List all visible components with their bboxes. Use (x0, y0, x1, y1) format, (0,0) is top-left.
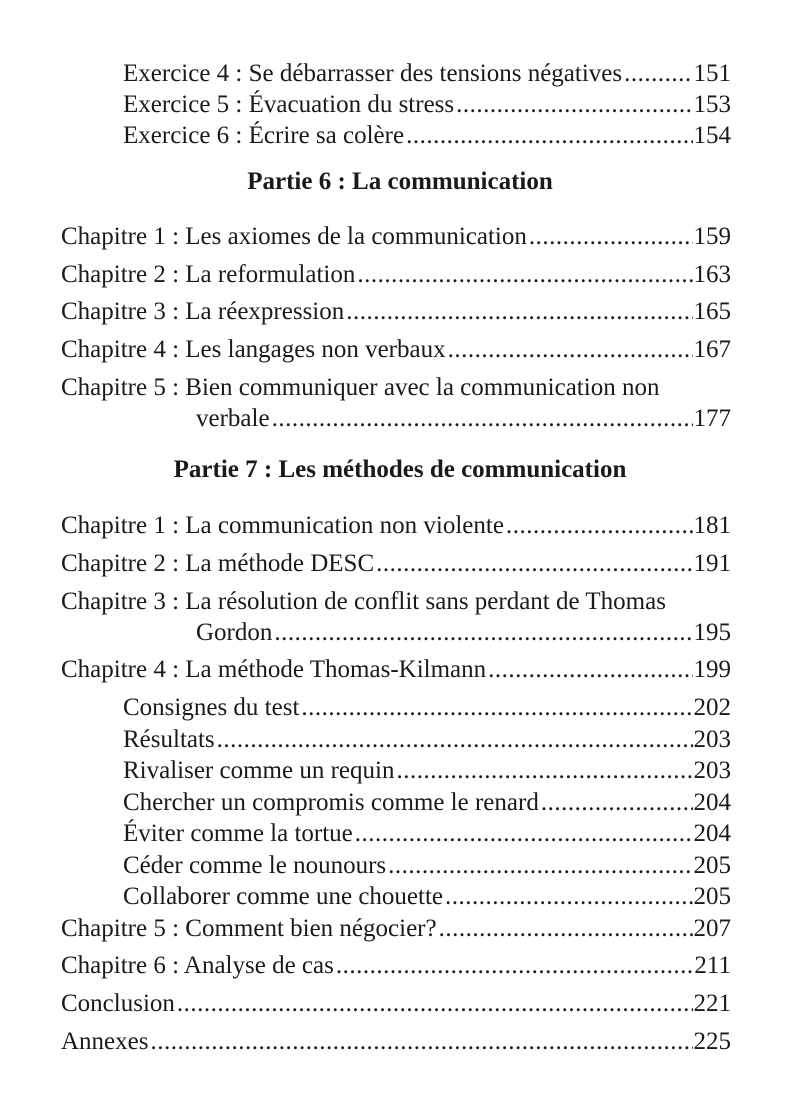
dot-leader (376, 550, 692, 578)
dot-leader (388, 852, 692, 880)
dot-leader (624, 60, 692, 88)
entry-title: Chapitre 4 : La méthode Thomas-Kilmann (61, 656, 487, 683)
entry-page: 165 (693, 298, 731, 325)
toc-entry-p6-chapitre-4[interactable] (61, 336, 731, 364)
entry-page: 154 (693, 122, 731, 149)
dot-leader (506, 512, 693, 540)
dot-leader (272, 405, 693, 433)
entry-title: Chapitre 3 : La réexpression (61, 298, 345, 325)
entry-title: Exercice 4 : Se débarrasser des tensions négatives (123, 60, 623, 87)
toc-subentry-ceder[interactable] (123, 852, 731, 880)
dot-leader (150, 1028, 692, 1056)
toc-entry-p6-chapitre-2[interactable] (61, 261, 731, 289)
dot-leader (357, 261, 692, 289)
entry-page: 191 (693, 550, 731, 577)
dot-leader (301, 694, 692, 722)
entry-page: 205 (693, 883, 731, 910)
toc-entry-p7-chapitre-2[interactable] (61, 550, 731, 578)
dot-leader (456, 91, 692, 119)
toc-subentry-resultats[interactable] (123, 726, 731, 754)
entry-title: Rivaliser comme un requin (123, 757, 395, 784)
toc-entry-exercice-4[interactable] (123, 60, 731, 88)
dot-leader (217, 726, 693, 754)
dot-leader (274, 619, 692, 647)
entry-page: 195 (693, 619, 731, 646)
toc-entry-p7-chapitre-4[interactable] (61, 656, 731, 684)
toc-subentry-rivaliser[interactable] (123, 757, 731, 785)
entry-page: 167 (693, 336, 731, 363)
toc-entry-conclusion[interactable] (61, 990, 731, 1018)
entry-title: Éviter comme la tortue (123, 820, 353, 847)
dot-leader (177, 990, 693, 1018)
entry-title: Chapitre 4 : Les langages non verbaux (61, 336, 446, 363)
entry-title: Chapitre 1 : La communication non violente (61, 512, 504, 539)
part-7-heading: Partie 7 : Les méthodes de communication (173, 456, 627, 483)
entry-title: Exercice 5 : Évacuation du stress (123, 91, 455, 118)
entry-title: Résultats (123, 726, 215, 753)
entry-page: 221 (693, 990, 731, 1017)
toc-entry-exercice-6[interactable] (123, 122, 731, 150)
dot-leader (445, 883, 692, 911)
entry-page: 204 (693, 820, 731, 847)
dot-leader (529, 223, 693, 251)
entry-title: Collaborer comme une chouette (123, 883, 444, 910)
toc-subentry-eviter[interactable] (123, 820, 731, 848)
entry-title: Chapitre 2 : La méthode DESC (61, 550, 375, 577)
dot-leader (541, 789, 693, 817)
entry-page: 205 (693, 852, 731, 879)
entry-page: 159 (693, 223, 731, 250)
entry-title-continuation: verbale (196, 405, 270, 432)
entry-page: 177 (693, 405, 731, 432)
entry-title: Conclusion (61, 990, 175, 1017)
toc-subentry-compromis[interactable] (123, 789, 731, 817)
entry-title: Annexes (61, 1028, 149, 1055)
part-6-heading: Partie 6 : La communication (247, 168, 553, 195)
entry-page: 203 (693, 726, 731, 753)
toc-entry-annexes[interactable] (61, 1028, 731, 1056)
entry-title: Exercice 6 : Écrire sa colère (123, 122, 405, 149)
entry-title: Chapitre 2 : La reformulation (61, 261, 356, 288)
entry-page: 151 (693, 60, 731, 87)
toc-entry-p7-chapitre-3-title[interactable]: Chapitre 3 : La résolution de conflit sans perdant de Thomas (61, 588, 666, 615)
toc-entry-exercice-5[interactable] (123, 91, 731, 119)
entry-page: 163 (693, 261, 731, 288)
entry-title: Chapitre 1 : Les axiomes de la communication (61, 223, 527, 250)
entry-page: 207 (693, 915, 731, 942)
toc-entry-p6-chapitre-3[interactable] (61, 298, 731, 326)
entry-title: Chercher un compromis comme le renard (123, 789, 539, 816)
entry-page: 181 (693, 512, 731, 539)
entry-page: 199 (693, 656, 731, 683)
toc-entry-p6-chapitre-5-continuation[interactable] (196, 405, 731, 433)
toc-entry-p6-chapitre-5-title[interactable]: Chapitre 5 : Bien communiquer avec la communication non (61, 374, 660, 401)
dot-leader (346, 298, 692, 326)
entry-page: 225 (693, 1028, 731, 1055)
entry-title: Céder comme le nounours (123, 852, 387, 879)
entry-page: 153 (693, 91, 731, 118)
toc-subentry-collaborer[interactable] (123, 883, 731, 911)
toc-entry-p6-chapitre-1[interactable] (61, 223, 731, 251)
toc-entry-p7-chapitre-1[interactable] (61, 512, 731, 540)
entry-page: 202 (693, 694, 731, 721)
entry-title: Chapitre 5 : Comment bien négocier? (61, 915, 437, 942)
entry-title: Chapitre 6 : Analyse de cas (61, 952, 334, 979)
dot-leader (336, 952, 694, 980)
toc-entry-p7-chapitre-6[interactable] (61, 952, 731, 980)
dot-leader (439, 915, 693, 943)
entry-page: 204 (693, 789, 731, 816)
entry-page: 203 (693, 757, 731, 784)
toc-entry-p7-chapitre-3-continuation[interactable] (196, 619, 731, 647)
dot-leader (406, 122, 692, 150)
dot-leader (396, 757, 692, 785)
toc-subentry-consignes[interactable] (123, 694, 731, 722)
dot-leader (355, 820, 693, 848)
dot-leader (488, 656, 692, 684)
entry-title: Consignes du test (123, 694, 300, 721)
entry-title-continuation: Gordon (196, 619, 273, 646)
dot-leader (448, 336, 693, 364)
toc-entry-p7-chapitre-5[interactable] (61, 915, 731, 943)
entry-page: 211 (694, 952, 731, 979)
